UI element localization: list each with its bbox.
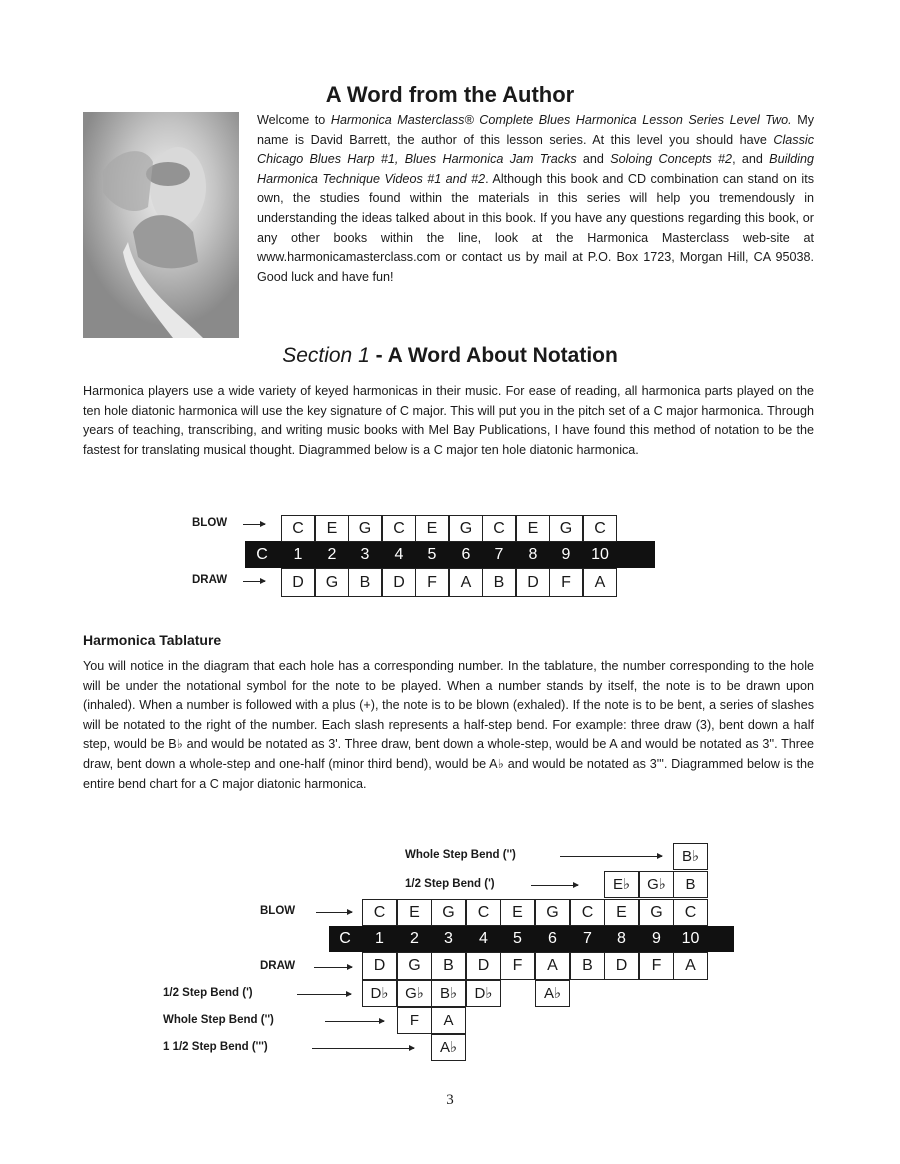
- draw-half-step-label: 1/2 Step Bend ('): [163, 987, 253, 999]
- draw-minor-third-label: 1 1/2 Step Bend ('''): [163, 1041, 268, 1053]
- blow-note-cell: G: [348, 515, 382, 542]
- draw-note-cell: B: [348, 568, 382, 597]
- intro-part: and: [576, 152, 611, 167]
- intro-part: Classic Chicago Blues Harp #1, Blues Harmonica Jam Tracks: [257, 132, 814, 167]
- draw-note-cell: D: [604, 952, 639, 980]
- hole-number: 9: [652, 930, 661, 947]
- section-title: - A Word About Notation: [369, 344, 618, 367]
- intro-part: My name is David Barrett, the author of this lesson series. At this level you should have: [257, 113, 814, 147]
- blow-note-cell: G: [639, 899, 674, 926]
- hole-number: 4: [479, 930, 488, 947]
- hole-number: 3: [444, 930, 453, 947]
- harmonica-key: C: [256, 546, 268, 563]
- author-photo: [83, 112, 239, 338]
- draw-note-cell: B: [570, 952, 605, 980]
- draw-note-cell: F: [639, 952, 674, 980]
- draw-half-step-cell: G♭: [397, 980, 432, 1007]
- hole-number: 10: [681, 930, 700, 947]
- draw-whole-step-arrow: [325, 1021, 384, 1022]
- blow-note-cell: E: [415, 515, 449, 542]
- hole-number: 2: [410, 930, 419, 947]
- draw-note-cell: F: [415, 568, 449, 597]
- hole-number: 6: [548, 930, 557, 947]
- blow-label: BLOW: [192, 517, 228, 529]
- draw-note-cell: D: [281, 568, 315, 597]
- intro-part: , and: [732, 152, 770, 167]
- draw-note-cell: D: [382, 568, 416, 597]
- blow-note-cell: E: [397, 899, 432, 926]
- blow-note-cell: C: [570, 899, 605, 926]
- blow-note-cell: C: [281, 515, 315, 542]
- blow-note-cell: E: [516, 515, 550, 542]
- blow-whole-step-label: Whole Step Bend (''): [405, 849, 516, 861]
- blow-note-cell: C: [583, 515, 617, 542]
- draw-label: DRAW: [192, 574, 228, 586]
- blow-note-cell: E: [604, 899, 639, 926]
- hole-number: 10: [591, 546, 609, 563]
- blow-whole-step-cell: B♭: [673, 843, 708, 870]
- blow-half-step-cell: G♭: [639, 871, 674, 898]
- hole-number: 8: [617, 930, 626, 947]
- blow-note-cell: G: [549, 515, 583, 542]
- harmonica-key: C: [339, 930, 351, 947]
- hole-number: 9: [561, 546, 571, 563]
- tablature-heading: Harmonica Tablature: [83, 632, 222, 648]
- section-heading: [200, 344, 700, 368]
- intro-part: . Although this book and CD combination can stand on its own, the studies found within the materials in this series will help you tremendously in understanding the ideas talked about in this book. If you have any questions regarding this book, or any other books within the line, look at the Harmonica Masterclass web-site at www.harmonicamasterclass.com or contact us by mail at P.O. Box 1723, Morgan Hill, CA 95038. Good luck and have fun!: [257, 171, 814, 284]
- draw-whole-step-cell: F: [397, 1007, 432, 1034]
- draw-half-step-cell: B♭: [431, 980, 466, 1007]
- intro-part: Welcome to: [257, 113, 331, 127]
- blow-note-cell: G: [449, 515, 483, 542]
- draw-note-cell: G: [315, 568, 349, 597]
- draw-half-step-cell: D♭: [466, 980, 501, 1007]
- draw-minor-third-arrow: [312, 1048, 414, 1049]
- draw-note-cell: A: [449, 568, 483, 597]
- draw-arrow: [243, 581, 265, 582]
- section-number: Section 1: [282, 344, 370, 367]
- hole-number: 3: [360, 546, 370, 563]
- blow-whole-step-arrow: [560, 856, 662, 857]
- draw-half-step-cell: D♭: [362, 980, 397, 1007]
- draw-note-cell: B: [482, 568, 516, 597]
- draw-whole-step-cell: A: [431, 1007, 466, 1034]
- hole-number: 8: [528, 546, 538, 563]
- blow-note-cell: G: [431, 899, 466, 926]
- blow-half-step-arrow: [531, 885, 578, 886]
- draw-whole-step-label: Whole Step Bend (''): [163, 1014, 274, 1026]
- blow-label: BLOW: [260, 905, 296, 917]
- draw-note-cell: D: [516, 568, 550, 597]
- hole-number: 5: [427, 546, 437, 563]
- author-intro-paragraph: [257, 111, 814, 287]
- blow-arrow: [316, 912, 352, 913]
- draw-label: DRAW: [260, 960, 296, 972]
- blow-arrow: [243, 524, 265, 525]
- draw-half-step-arrow: [297, 994, 351, 995]
- hole-number: 4: [394, 546, 404, 563]
- blow-note-cell: C: [466, 899, 501, 926]
- draw-note-cell: D: [466, 952, 501, 980]
- notation-paragraph: Harmonica players use a wide variety of keyed harmonicas in their music. For ease of reading, all harmonica parts played on the ten hole diatonic harmonica will use the key signature of C major. This will put you in the pitch set of a C major harmonica. Through years of teaching, transcribing, and writing music books with Mel Bay Publications, I have found this method of notation to be the fastest for translating musical thought. Diagrammed below is a C major ten hole diatonic harmonica.: [83, 384, 814, 457]
- page-number: 3: [446, 1092, 454, 1108]
- blow-note-cell: C: [482, 515, 516, 542]
- blow-note-cell: E: [315, 515, 349, 542]
- draw-note-cell: G: [397, 952, 432, 980]
- blow-note-cell: E: [500, 899, 535, 926]
- tablature-paragraph: You will notice in the diagram that each hole has a corresponding number. In the tablature, the number corresponding to the hole will be under the notational symbol for the note to be played. When a number stands by itself, the note is to be drawn upon (inhaled). When a number is followed with a plus (+), the note is to be blown (exhaled). If the note is to be bent, a series of slashes will be notated to the right of the number. Each slash represents a half-step bend. For example: three draw (3), bent down a half step, would be B♭ and would be notated as 3'. Three draw, bent down a whole-step, would be A and would be notated as 3''. Three draw, bent down a whole-step and one-half (minor third bend), would be A♭ and would be notated as 3'''. Diagrammed below is the entire bend chart for a C major diatonic harmonica.: [83, 659, 814, 791]
- blow-half-step-cell: E♭: [604, 871, 639, 898]
- draw-note-cell: B: [431, 952, 466, 980]
- draw-arrow: [314, 967, 352, 968]
- hole-number: 6: [461, 546, 471, 563]
- author-title: A Word from the Author: [325, 82, 575, 107]
- draw-note-cell: A: [673, 952, 708, 980]
- blow-note-cell: C: [382, 515, 416, 542]
- hole-number: 1: [293, 546, 303, 563]
- blow-note-cell: C: [362, 899, 397, 926]
- blow-note-cell: G: [535, 899, 570, 926]
- hole-number: 2: [327, 546, 337, 563]
- hole-number: 7: [583, 930, 592, 947]
- hole-number: 1: [375, 930, 384, 947]
- intro-part: Harmonica Masterclass® Complete Blues Harmonica Lesson Series Level Two.: [330, 113, 792, 127]
- draw-minor-third-cell: A♭: [431, 1034, 466, 1061]
- draw-note-cell: A: [583, 568, 617, 597]
- draw-half-step-cell: A♭: [535, 980, 570, 1007]
- draw-note-cell: F: [549, 568, 583, 597]
- draw-note-cell: D: [362, 952, 397, 980]
- blow-half-step-label: 1/2 Step Bend ('): [405, 878, 495, 890]
- blow-note-cell: C: [673, 899, 708, 926]
- draw-note-cell: F: [500, 952, 535, 980]
- intro-part: Soloing Concepts #2: [610, 152, 733, 167]
- hole-number: 7: [494, 546, 504, 563]
- hole-number: 5: [513, 930, 522, 947]
- intro-part: Building Harmonica Technique Videos #1 and #2: [257, 152, 814, 186]
- blow-half-step-cell: B: [673, 871, 708, 898]
- author-photo-image: [83, 112, 239, 338]
- draw-note-cell: A: [535, 952, 570, 980]
